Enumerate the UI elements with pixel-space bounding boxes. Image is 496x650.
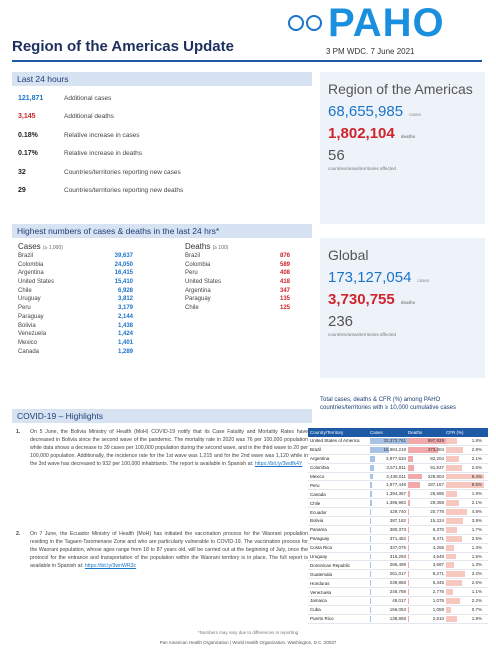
list-value: 1,438 [117, 322, 133, 329]
cell-country: Puerto Rico [310, 616, 334, 622]
list-value: 39,637 [114, 253, 133, 259]
list-item [18, 253, 133, 262]
cell-cfr: 1.5% [446, 553, 484, 561]
table-title: Total cases, deaths & CFR (%) among PAHO countries/territories with ≥ 10,000 cumulative cases [320, 397, 457, 411]
cfr-bar [446, 518, 463, 524]
list-value: 589 [279, 261, 290, 268]
table-row [308, 490, 488, 499]
cell-deaths: 9,471 [432, 535, 444, 541]
cases-bar [370, 571, 371, 577]
list-item [18, 270, 133, 279]
cases-bar [370, 545, 371, 551]
cases-list [18, 242, 133, 357]
cases-bar [370, 554, 371, 560]
list-item [185, 279, 290, 288]
cases-bar [370, 491, 372, 497]
cell-cases: 49,017 [392, 598, 406, 604]
last24-row [18, 147, 308, 161]
cell-country: Mexico [310, 474, 325, 479]
cell-cfr: 3.9% [446, 517, 484, 525]
table-row [308, 481, 488, 490]
cell-country: Uruguay [310, 554, 328, 560]
cfr-bar [446, 465, 462, 471]
cases-unit: (≥ 1,000) [42, 245, 63, 251]
cell-country: Canada [310, 491, 326, 497]
cell-deaths: 91,537 [408, 464, 446, 472]
deaths-bar [408, 456, 413, 462]
cell-cfr: 1.8% [446, 490, 484, 498]
list-item [18, 349, 133, 358]
cfr-bar [446, 545, 454, 551]
highlight-text: On 5 June, the Bolivia Ministry of Health (MoH) COVID-19 notify that its Case Fatality and Mortality Rates have decreased in Bolivia since the second wave of the pandemic. The mortality rate in 2020 was 76 per 100,000 population while data shows a decrease to 39 cases per 100,000 population during the second wave, and in the third wave to 20 per 100,000 population. Additionally, the incidence rate for the 1st wave was 1,215 and for the 2nd wave was 1,120 while in the 3rd wave has decreased to 932 per 100,000 inhabitants. The report is available in Spanish at: [30, 429, 309, 467]
highlight-link[interactable]: https://bit.ly/3wnWR3c [84, 563, 137, 569]
cell-cfr: 1.3% [446, 561, 484, 569]
stat-label: Additional deaths [64, 113, 114, 120]
cfr-bar [446, 456, 459, 462]
list-item [185, 270, 290, 279]
cell-country: Guatemala [310, 571, 333, 577]
cfr-bar [446, 571, 465, 577]
cases-bar [370, 598, 371, 604]
table-row [308, 508, 488, 517]
list-country: Colombia [185, 261, 211, 268]
table-row [308, 553, 488, 562]
list-country: United States [18, 279, 55, 286]
global-deaths: 3,730,755 deaths [328, 291, 416, 308]
cell-deaths: 8,271 [432, 571, 444, 577]
cell-cases: 246,788 [389, 589, 406, 595]
cfr-bar [446, 447, 463, 453]
cell-cfr: 1.1% [446, 588, 484, 596]
table-row [308, 499, 488, 508]
list-value: 1,424 [117, 331, 133, 338]
region-countries-label: countries/areas/territories affected [328, 166, 396, 171]
stat-label: Additional cases [64, 94, 112, 102]
cases-title: Cases [18, 242, 41, 251]
cell-cfr: 1.7% [446, 526, 484, 534]
report-date: 3 PM WDC. 7 June 2021 [326, 47, 415, 56]
cell-country: Peru [310, 482, 320, 488]
table-row [308, 526, 488, 535]
cell-deaths: 29,358 [408, 499, 446, 507]
list-country: Colombia [18, 261, 44, 268]
stat-value: 29 [18, 187, 26, 194]
cell-cfr: 4.8% [446, 508, 484, 516]
cell-deaths: 3,697 [432, 562, 444, 568]
deaths-bar [408, 598, 409, 604]
highlight-text: On 7 June, the Ecuador Ministry of Health (MoH) has initiated the vaccination process for the Waorani population residing in the Tagaeri-Taromenane Zone and who are particularly vulnerable to COVID-19. The vaccination process for the Waorani population, whose ages range from 18 to 87 years old, will be carried out at the beginning of July, once the protocol for the entrance and transportation of the population within the Waorani territory is in place. The full report is available in Spanish at: [30, 531, 308, 569]
cell-cfr: 2.8% [446, 446, 484, 454]
table-row [308, 544, 488, 553]
cell-cases: 286,499 [389, 562, 406, 568]
highlight-number: 1. [16, 429, 21, 435]
cell-cfr: 2.1% [446, 499, 484, 507]
cell-cases: 2,438,011 [370, 473, 408, 481]
cell-cfr: 1.8% [446, 437, 484, 445]
deaths-bar [408, 589, 409, 595]
list-value: 6,928 [117, 287, 133, 294]
list-country: Canada [18, 348, 40, 355]
cell-country: Venezuela [310, 589, 332, 595]
global-countries-label: countries/areas/territories affected [328, 332, 396, 337]
list-item [18, 340, 133, 349]
cases-bar [370, 482, 372, 488]
stat-value: 0.17% [18, 150, 38, 157]
cell-cfr: 1.3% [446, 544, 484, 552]
cell-cases: 429,740 [389, 509, 406, 515]
stat-label: Relative increase in deaths [64, 150, 143, 157]
deaths-bar [408, 616, 409, 622]
paho-logo [288, 1, 493, 45]
stat-label: Relative increase in cases [64, 131, 140, 139]
deaths-bar [408, 571, 409, 577]
cfr-bar [446, 438, 457, 444]
list-country: Bolivia [18, 322, 36, 329]
cell-cases: 387,182 [389, 518, 406, 524]
cell-deaths: 20,778 [408, 508, 446, 516]
cell-cfr: 2.5% [446, 535, 484, 543]
cell-cfr: 9.5% [446, 481, 484, 489]
list-value: 24,050 [114, 261, 133, 268]
cell-deaths: 25,586 [408, 490, 446, 498]
cell-country: Dominican Republic [310, 562, 351, 568]
cfr-bar [446, 616, 457, 622]
list-item [18, 305, 133, 314]
list-country: United States [185, 279, 222, 286]
cases-bar [370, 500, 372, 506]
cell-country: Honduras [310, 580, 330, 586]
cell-deaths: 1,059 [432, 606, 444, 612]
deaths-title: Deaths [185, 242, 211, 251]
deaths-list [185, 242, 290, 314]
footer: Pan American Health Organization | World Health Organization. Washington, D.C. 20037 [159, 640, 337, 645]
list-country: Chile [185, 305, 199, 312]
list-value: 1,401 [117, 339, 133, 346]
cfr-bar [446, 598, 460, 604]
cell-country: Brazil [310, 447, 322, 453]
cell-country: Colombia [310, 465, 330, 471]
cell-deaths: 15,224 [430, 518, 444, 524]
list-value: 1,289 [117, 348, 133, 355]
last24-row [18, 184, 308, 198]
cell-deaths: 4,648 [432, 553, 444, 559]
cell-country: Chile [310, 500, 321, 506]
highlight-item [16, 428, 308, 468]
region-cases: 68,655,985 cases [328, 103, 421, 120]
list-country: Peru [18, 305, 31, 312]
list-country: Brazil [185, 253, 201, 259]
list-value: 3,812 [117, 296, 133, 303]
list-value: 2,144 [117, 313, 133, 320]
cell-cases: 3,571,811 [370, 464, 408, 472]
cell-cfr: 1.8% [446, 615, 484, 623]
cases-bar [370, 616, 371, 622]
deaths-bar [408, 562, 409, 568]
deaths-bar [408, 607, 409, 613]
highest-heading: Highest numbers of cases & deaths in the last 24 hrs* [12, 224, 312, 238]
table-row [308, 588, 488, 597]
highlights-heading: COVID-19 – Highlights [12, 409, 312, 423]
stat-value: 121,871 [18, 94, 44, 102]
deaths-bar [408, 527, 409, 533]
cell-cases: 16,984,218 [370, 446, 408, 454]
list-item [18, 262, 133, 271]
list-item [185, 305, 290, 314]
region-panel [320, 72, 485, 224]
cell-cfr: 2.2% [446, 597, 484, 605]
stat-label: Countries/territories reporting new cases [64, 168, 181, 176]
table-row [308, 570, 488, 579]
cell-cfr: 2.1% [446, 455, 484, 463]
list-value: 418 [279, 279, 290, 286]
globe-icon [288, 15, 304, 31]
list-country: Argentina [18, 270, 44, 277]
list-value: 135 [279, 296, 290, 303]
highlight-link[interactable]: https://bit.ly/3wdfk4Y [254, 461, 303, 467]
deaths-bar [408, 545, 409, 551]
list-item [185, 253, 290, 262]
list-item [185, 288, 290, 297]
list-item [18, 331, 133, 340]
deaths-bar [408, 580, 409, 586]
logo-text: PAHO [328, 1, 445, 45]
list-country: Paraguay [18, 313, 44, 320]
cell-cfr: 2.6% [446, 579, 484, 587]
cell-country: Cuba [310, 607, 321, 613]
deaths-bar [408, 465, 414, 471]
table-row [308, 455, 488, 464]
cfr-bar [446, 491, 457, 497]
cases-bar [370, 509, 371, 515]
global-countries: 236 [328, 313, 354, 330]
cell-cases: 261,017 [389, 571, 406, 577]
cases-bar [370, 527, 371, 533]
stat-value: 32 [18, 168, 26, 176]
cases-bar [370, 607, 371, 613]
table-row [308, 535, 488, 544]
cell-cases: 33,373,761 [370, 437, 408, 445]
list-country: Argentina [185, 287, 211, 294]
col-header-cfr: CFR (%) [446, 430, 464, 435]
deaths-bar [408, 482, 420, 488]
deaths-bar [408, 518, 409, 524]
cell-deaths: 6,370 [432, 526, 444, 532]
list-country: Uruguay [18, 296, 41, 303]
list-country: Chile [18, 287, 32, 294]
cell-deaths: 82,204 [408, 455, 446, 463]
cases-bar [370, 589, 371, 595]
cfr-bar [446, 580, 462, 586]
cases-bar [370, 474, 373, 480]
cfr-bar [446, 589, 453, 595]
list-value: 876 [279, 253, 290, 259]
cell-country: Paraguay [310, 536, 330, 542]
list-country: Mexico [18, 339, 38, 346]
stat-value: 3,145 [18, 113, 36, 120]
list-item [18, 323, 133, 332]
cell-country: Panama [310, 527, 327, 533]
deaths-unit: (≥ 100) [212, 245, 229, 251]
cases-bar [370, 580, 371, 586]
cases-bar [370, 456, 375, 462]
table-row [308, 606, 488, 615]
list-value: 347 [279, 287, 290, 294]
table-row [308, 473, 488, 482]
last24-row [18, 91, 308, 105]
cases-bar [370, 518, 371, 524]
cell-cases: 1,394,367 [370, 490, 408, 498]
table-row [308, 464, 488, 473]
cell-country: Argentina [310, 456, 330, 462]
list-value: 3,179 [117, 305, 133, 312]
stat-value: 0.18% [18, 131, 38, 139]
deaths-bar [408, 554, 409, 560]
cell-cfr: 9.4% [446, 473, 484, 481]
cell-country: Ecuador [310, 509, 327, 515]
who-emblem-icon [306, 15, 322, 31]
table-header [308, 428, 488, 437]
last24-row [18, 165, 308, 179]
cell-cfr: 0.7% [446, 606, 484, 614]
cell-country: Costa Rica [310, 545, 333, 551]
cell-cases: 138,858 [389, 615, 406, 621]
footnote: *Numbers may vary due to differences in reporting [197, 630, 299, 635]
list-country: Paraguay [185, 296, 211, 303]
table-row [308, 517, 488, 526]
list-item [18, 279, 133, 288]
cell-cases: 371,452 [389, 535, 406, 541]
region-deaths: 1,802,104 deaths [328, 125, 416, 142]
list-item [18, 314, 133, 323]
list-item [18, 296, 133, 305]
cases-bar [370, 465, 374, 471]
list-item [185, 296, 290, 305]
cfr-bar [446, 509, 467, 515]
cfr-bar [446, 562, 454, 568]
cell-deaths: 187,157 [408, 481, 446, 489]
table-row [308, 579, 488, 588]
table-row [308, 437, 488, 446]
deaths-bar [408, 509, 409, 515]
last24-row [18, 110, 308, 124]
cell-deaths: 6,345 [432, 580, 444, 586]
cell-cases: 337,075 [389, 544, 406, 550]
cases-deaths-table [308, 428, 488, 624]
cases-bar [370, 562, 371, 568]
deaths-bar [408, 474, 422, 480]
cell-deaths: 473,404 [408, 446, 446, 454]
highlight-item [16, 530, 308, 570]
highlight-number: 2. [16, 531, 21, 537]
deaths-bar [408, 491, 410, 497]
list-country: Peru [185, 270, 198, 277]
stat-label: Countries/territories reporting new deaths [64, 187, 184, 194]
cfr-bar [446, 500, 459, 506]
col-header-cases: Cases [370, 430, 383, 435]
page-title: Region of the Americas Update [12, 38, 234, 55]
cfr-bar [446, 527, 457, 533]
cell-country: Jamaica [310, 598, 327, 604]
cell-cases: 156,053 [389, 606, 406, 612]
cell-cfr: 3.2% [446, 570, 484, 578]
cell-cases: 1,977,448 [370, 481, 408, 489]
last24-heading: Last 24 hours [12, 72, 312, 86]
cell-deaths: 1,075 [432, 598, 444, 604]
list-value: 16,415 [114, 270, 133, 277]
cell-cases: 380,373 [389, 526, 406, 532]
cell-cases: 3,977,634 [370, 455, 408, 463]
col-header-country: Country/Territory [310, 430, 344, 435]
last24-row [18, 128, 308, 142]
cfr-bar [446, 607, 451, 613]
header-divider [12, 60, 482, 62]
deaths-bar [408, 500, 410, 506]
cell-country: Bolivia [310, 518, 324, 524]
region-countries: 56 [328, 147, 345, 164]
cell-country: United States of America [310, 438, 360, 444]
table-row [308, 597, 488, 606]
global-panel [320, 238, 485, 378]
list-country: Venezuela [18, 331, 47, 338]
col-header-deaths: Deaths [408, 430, 423, 435]
cfr-bar [446, 536, 462, 542]
region-title: Region of the Americas [328, 81, 473, 97]
cell-deaths: 228,804 [408, 473, 446, 481]
global-cases: 173,127,054 cases [328, 269, 430, 286]
list-country: Brazil [18, 253, 34, 259]
cell-deaths: 2,776 [432, 589, 444, 595]
cfr-bar [446, 554, 456, 560]
cell-deaths: 597,929 [408, 437, 446, 445]
table-row [308, 561, 488, 570]
cell-cases: 239,858 [389, 580, 406, 586]
deaths-bar [408, 536, 409, 542]
global-title: Global [328, 247, 369, 263]
cell-cases: 1,396,982 [370, 499, 408, 507]
cell-cfr: 2.6% [446, 464, 484, 472]
list-value: 408 [279, 270, 290, 277]
cell-deaths: 4,265 [432, 544, 444, 550]
cases-bar [370, 536, 371, 542]
cell-cases: 316,293 [389, 553, 406, 559]
list-item [185, 262, 290, 271]
table-row [308, 446, 488, 455]
list-value: 125 [279, 305, 290, 312]
table-row [308, 615, 488, 624]
list-item [18, 288, 133, 297]
cell-deaths: 2,510 [432, 615, 444, 621]
list-value: 15,410 [114, 279, 133, 286]
